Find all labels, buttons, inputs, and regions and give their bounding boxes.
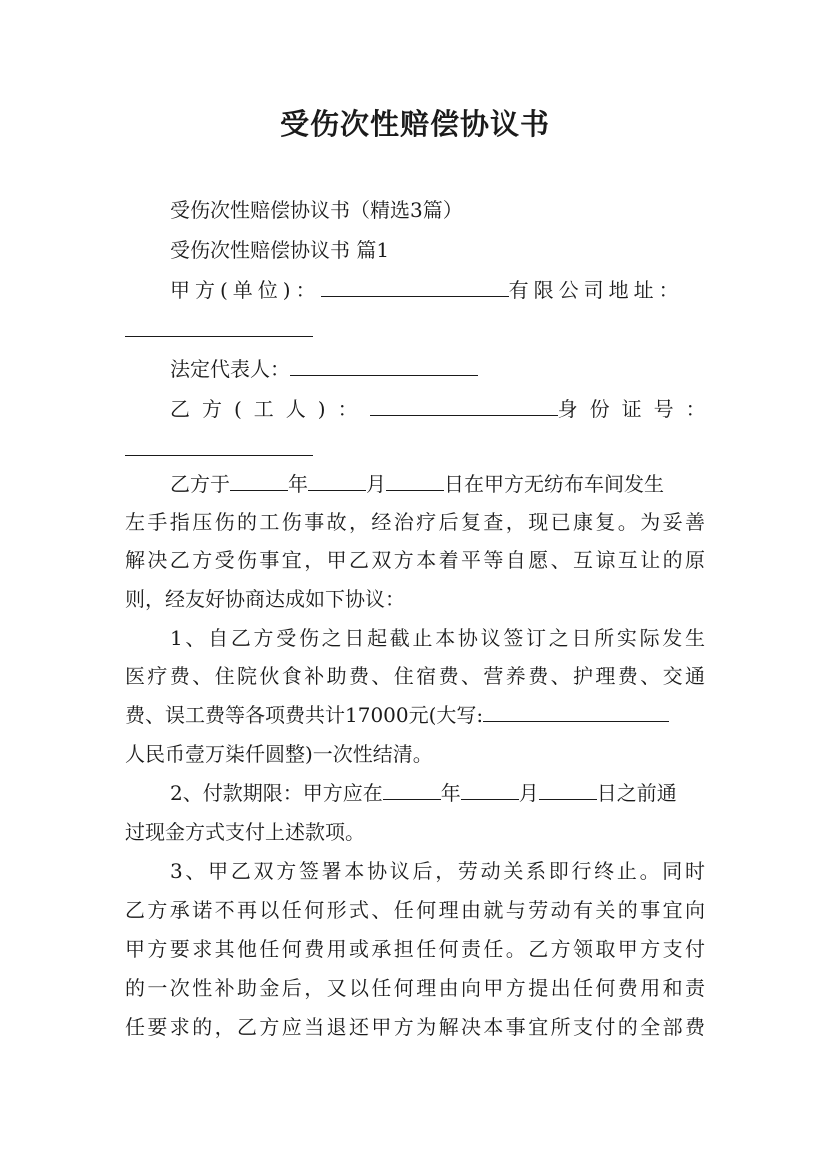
intro-line-1 bbox=[125, 470, 705, 498]
intro-year-label: 年 bbox=[288, 472, 308, 496]
clause-1-line-4: 人民币壹万柒仟圆整)一次性结清。 bbox=[125, 742, 433, 766]
party-b-id-blank bbox=[125, 435, 313, 456]
legal-rep-blank bbox=[290, 355, 478, 376]
subtitle: 受伤次性赔偿协议书（精选3篇） bbox=[170, 198, 463, 222]
clause-2-line-1 bbox=[125, 779, 705, 807]
legal-rep-line bbox=[125, 355, 705, 383]
party-a-address-blank bbox=[125, 316, 313, 337]
party-b-id-label: 身份证号： bbox=[557, 397, 718, 421]
clause-3-line-3: 甲方要求其他任何费用或承担任何责任。乙方领取甲方支付 bbox=[125, 937, 705, 961]
amount-words-blank bbox=[483, 701, 669, 722]
pay-month-blank bbox=[461, 779, 519, 800]
day-blank bbox=[386, 470, 444, 491]
party-a-label: 甲方(单位)： bbox=[170, 278, 321, 302]
clause-3-line-2: 乙方承诺不再以任何形式、任何理由就与劳动有关的事宜向 bbox=[125, 898, 705, 922]
pay-day-blank bbox=[539, 779, 597, 800]
clause-1-amount-text: 费、误工费等各项费共计17000元(大写: bbox=[125, 703, 484, 727]
intro-month-label: 月 bbox=[366, 472, 386, 496]
legal-rep-label: 法定代表人： bbox=[170, 357, 290, 381]
document-title: 受伤次性赔偿协议书 bbox=[279, 107, 550, 141]
clause-2-line-2: 过现金方式支付上述款项。 bbox=[125, 820, 365, 844]
party-a-address-label: 有限公司地址： bbox=[508, 278, 684, 302]
intro-line-2: 左手指压伤的工伤事故，经治疗后复查，现已康复。为妥善 bbox=[125, 510, 705, 534]
clause-2-year-label: 年 bbox=[440, 781, 461, 805]
clause-1-line-1: 1、自乙方受伤之日起截止本协议签订之日所实际发生 bbox=[170, 626, 705, 650]
month-blank bbox=[308, 470, 366, 491]
intro-text: 乙方于 bbox=[170, 472, 230, 496]
party-a-address-line bbox=[125, 316, 705, 344]
pay-year-blank bbox=[383, 779, 441, 800]
year-blank bbox=[230, 470, 288, 491]
clause-1-line-2: 医疗费、住院伙食补助费、住宿费、营养费、护理费、交通 bbox=[125, 664, 705, 688]
party-a-name-blank bbox=[321, 276, 509, 297]
clause-3-line-1: 3、甲乙双方签署本协议后，劳动关系即行终止。同时 bbox=[170, 859, 705, 883]
party-b-id-line bbox=[125, 435, 705, 463]
clause-3-line-5: 任要求的，乙方应当退还甲方为解决本事宜所支付的全部费 bbox=[125, 1015, 705, 1039]
clause-2-day-text: 日之前通 bbox=[596, 781, 677, 805]
party-b-line bbox=[125, 395, 718, 423]
intro-day-text: 日在甲方无纺布车间发生 bbox=[444, 472, 664, 496]
clause-2-month-label: 月 bbox=[518, 781, 539, 805]
party-b-label: 乙方(工人)： bbox=[170, 397, 370, 421]
section-heading: 受伤次性赔偿协议书 篇1 bbox=[170, 238, 390, 262]
clause-3-line-4: 的一次性补助金后，又以任何理由向甲方提出任何费用和责 bbox=[125, 976, 705, 1000]
party-a-line bbox=[125, 276, 705, 304]
intro-line-3: 解决乙方受伤事宜，甲乙双方本着平等自愿、互谅互让的原 bbox=[125, 548, 705, 572]
party-b-name-blank bbox=[370, 395, 558, 416]
clause-1-line-3 bbox=[125, 701, 705, 729]
clause-2-text: 2、付款期限：甲方应在 bbox=[170, 781, 383, 805]
intro-line-4: 则，经友好协商达成如下协议： bbox=[125, 587, 405, 611]
